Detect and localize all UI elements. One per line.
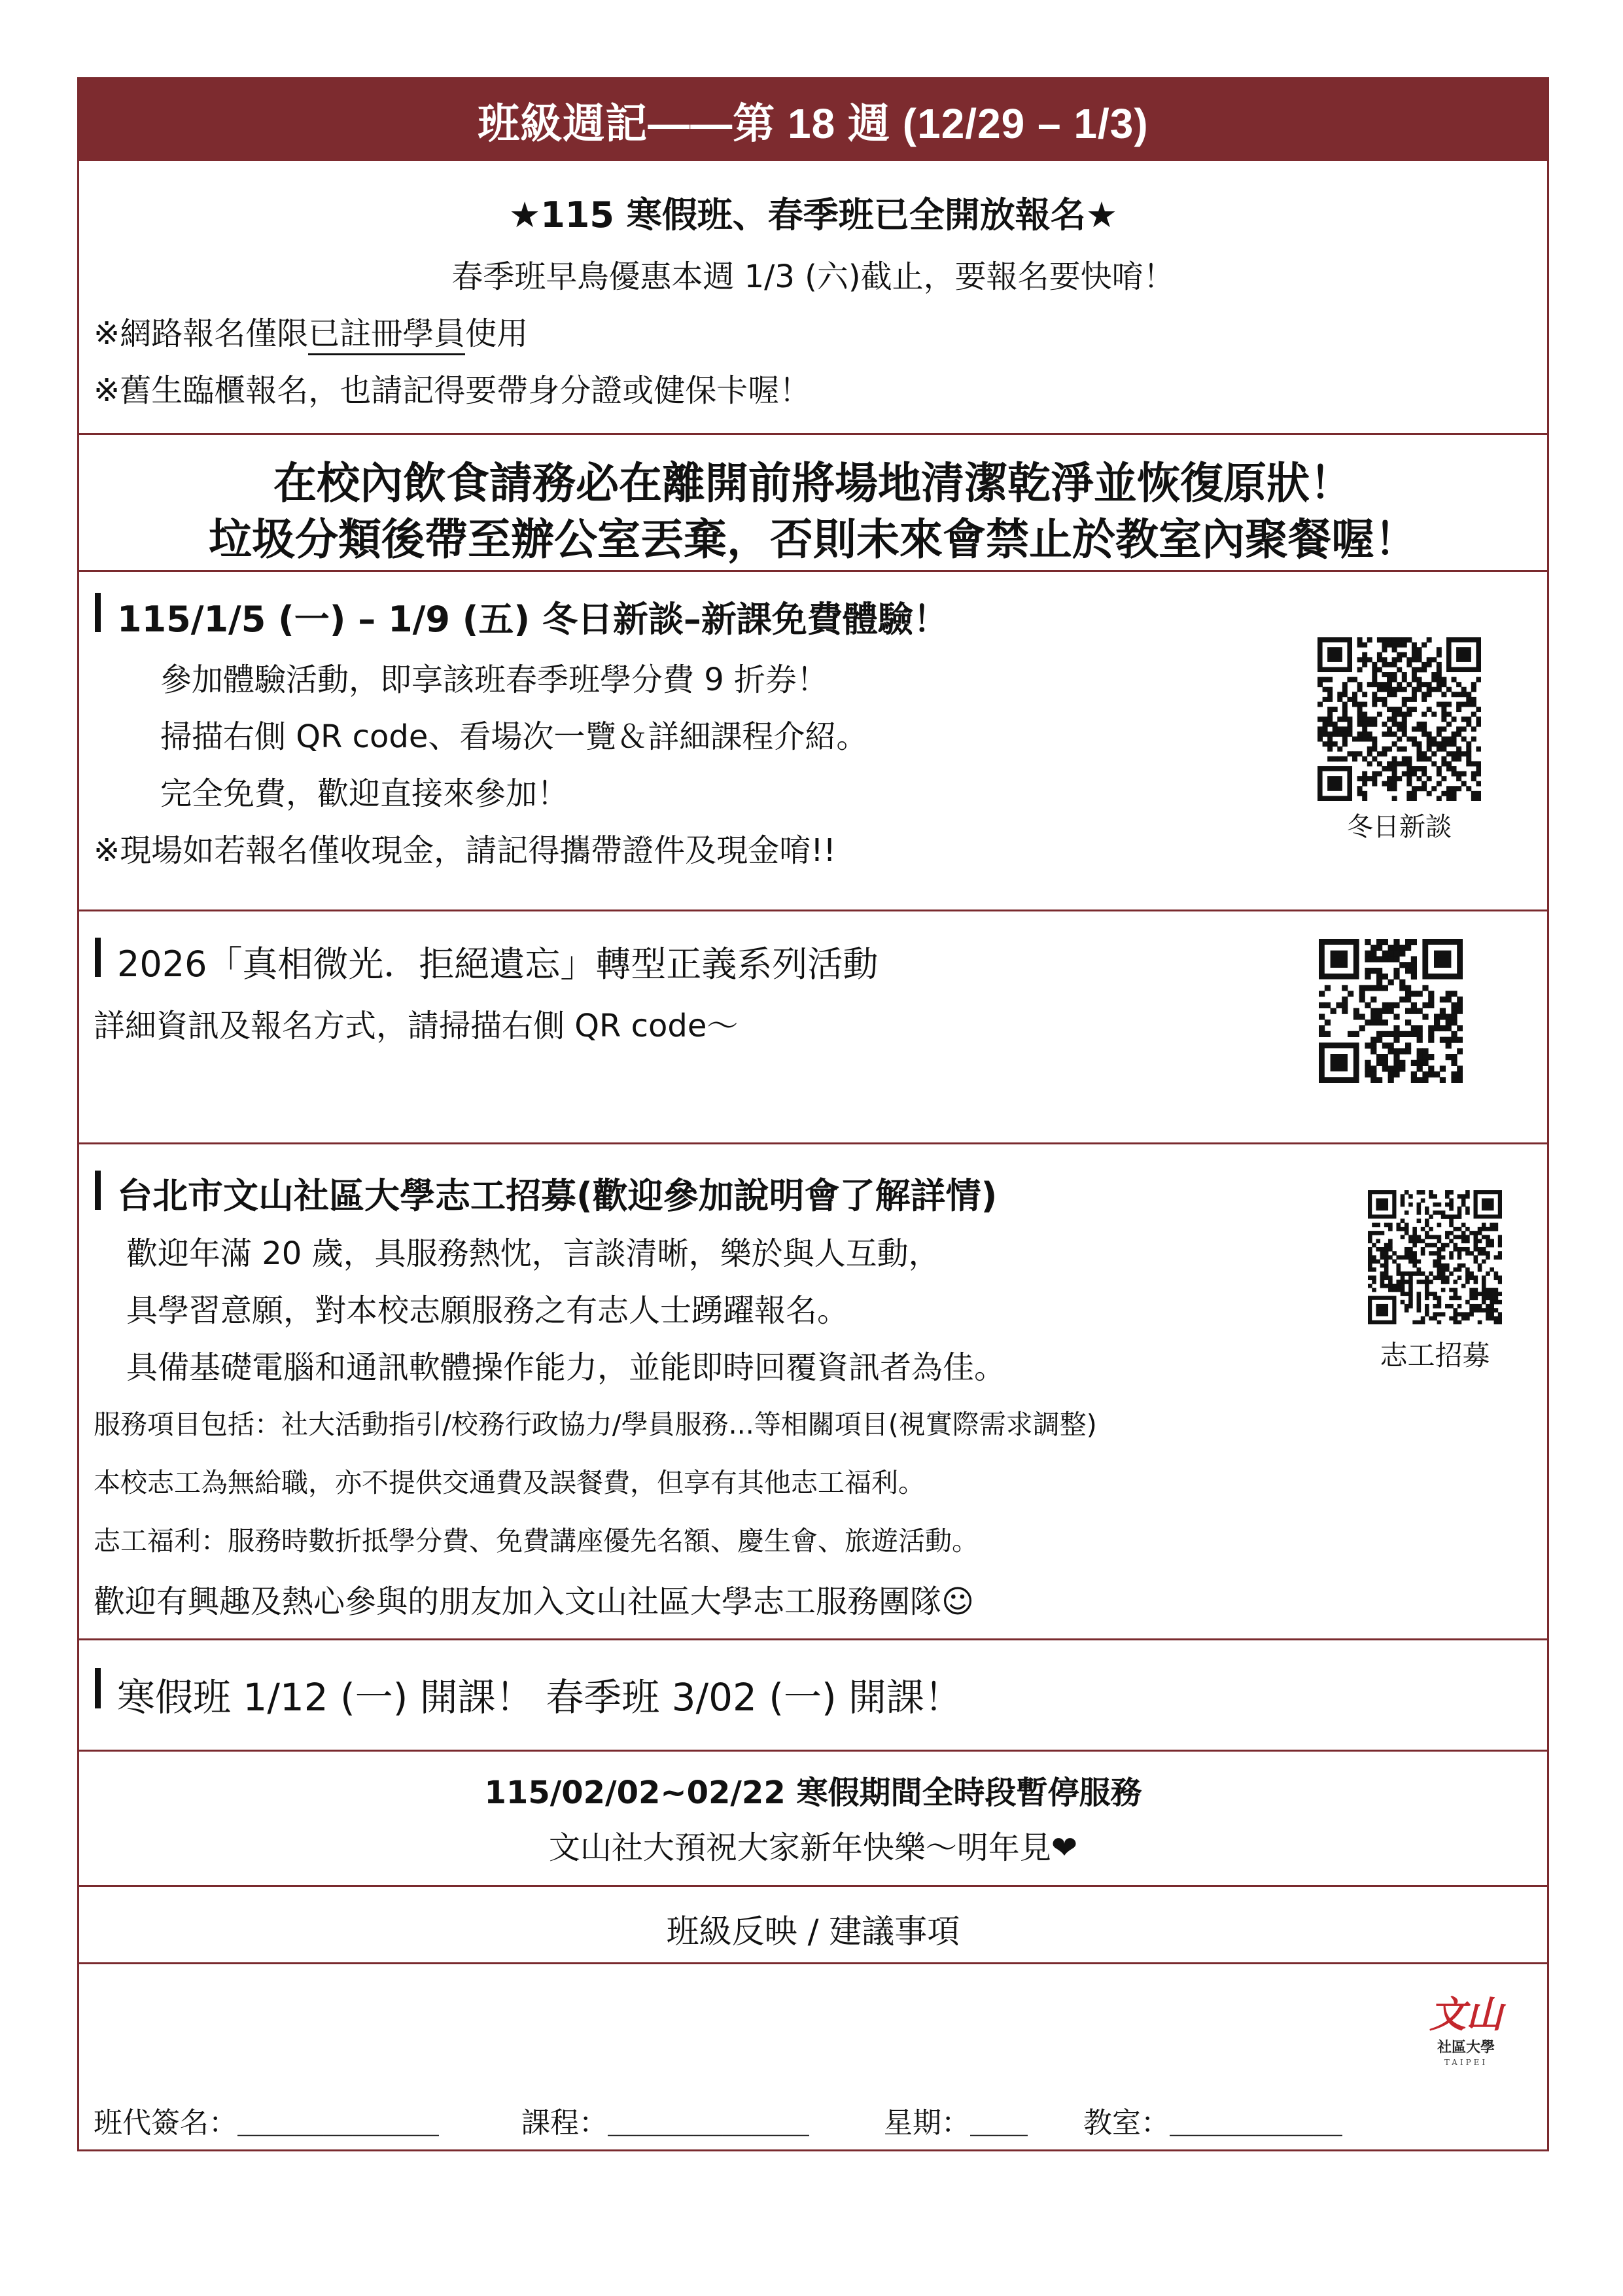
signup-line-3: ※舊生臨櫃報名，也請記得要帶身分證或健保卡喔！ bbox=[94, 372, 811, 409]
class-rep-signature[interactable] bbox=[94, 2099, 439, 2141]
classroom-blank: ＿＿＿＿＿＿ bbox=[1170, 2106, 1342, 2140]
justice-section bbox=[79, 910, 1547, 1142]
justice-qr-code[interactable] bbox=[1319, 939, 1463, 1083]
weekly-sheet bbox=[77, 77, 1549, 2151]
trial-qr-label: 冬日新談 bbox=[1347, 812, 1452, 842]
signup-line-2-prefix: ※網路報名僅限 bbox=[94, 315, 309, 352]
course-field[interactable] bbox=[521, 2099, 809, 2141]
logo-name: 社區大學 bbox=[1437, 2039, 1495, 2056]
signature-blank: ＿＿＿＿＿＿＿ bbox=[237, 2106, 439, 2140]
day-blank: ＿＿ bbox=[970, 2106, 1028, 2140]
justice-title: 2026「真相微光．拒絕遺忘」轉型正義系列活動 bbox=[117, 944, 879, 985]
volunteer-section bbox=[79, 1142, 1547, 1638]
volunteer-qr-label: 志工招募 bbox=[1380, 1339, 1490, 1371]
dining-notice-line-2: 垃圾分類後帶至辦公室丟棄，否則未來會禁止於教室內聚餐喔！ bbox=[209, 514, 1418, 565]
day-label: 星期： bbox=[884, 2106, 970, 2140]
class-start-title: 寒假班 1/12 (一) 開課！ 春季班 3/02 (一) 開課！ bbox=[117, 1675, 963, 1720]
trial-qr-code[interactable] bbox=[1318, 637, 1481, 801]
trial-line-2: 掃描右側 QR code、看場次一覽＆詳細課程介紹。 bbox=[160, 718, 868, 755]
signup-line-2 bbox=[94, 308, 528, 353]
footer-section bbox=[79, 1962, 1547, 2149]
course-blank: ＿＿＿＿＿＿＿ bbox=[608, 2106, 809, 2140]
volunteer-line-6: 志工福利：服務時數折抵學分費、免費講座優先名額、慶生會、旅遊活動。 bbox=[94, 1525, 979, 1557]
classroom-label: 教室： bbox=[1083, 2106, 1170, 2140]
dining-notice-line-1: 在校內飲食請務必在離開前將場地清潔乾淨並恢復原狀！ bbox=[273, 458, 1353, 508]
signup-line-1: 春季班早鳥優惠本週 1/3 (六)截止，要報名要快唷！ bbox=[451, 258, 1175, 295]
section-marker bbox=[95, 593, 101, 632]
classroom-field[interactable] bbox=[1083, 2099, 1342, 2141]
header-title: 班級週記——第 18 週 (12/29 – 1/3) bbox=[79, 79, 1547, 161]
volunteer-line-3: 具備基礎電腦和通訊軟體操作能力，並能即時回覆資訊者為佳。 bbox=[126, 1349, 1006, 1386]
section-marker bbox=[95, 938, 101, 977]
section-marker bbox=[95, 1171, 101, 1210]
volunteer-line-4: 服務項目包括：社大活動指引/校務行政協力/學員服務...等相關項目(視實際需求調整) bbox=[94, 1409, 1097, 1440]
volunteer-line-5: 本校志工為無給職，亦不提供交通費及誤餐費，但享有其他志工福利。 bbox=[94, 1467, 925, 1498]
volunteer-title: 台北市文山社區大學志工招募(歡迎參加說明會了解詳情) bbox=[117, 1175, 998, 1216]
holiday-section bbox=[79, 1750, 1547, 1885]
trial-section bbox=[79, 570, 1547, 910]
volunteer-qr-code[interactable] bbox=[1368, 1190, 1502, 1324]
volunteer-line-2: 具學習意願，對本校志願服務之有志人士踴躍報名。 bbox=[126, 1292, 849, 1329]
qr-code-icon bbox=[1368, 1190, 1502, 1324]
volunteer-line-1: 歡迎年滿 20 歲，具服務熱忱，言談清晰，樂於與人互動， bbox=[126, 1235, 940, 1272]
school-logo bbox=[1417, 1992, 1515, 2090]
section-marker bbox=[95, 1668, 101, 1708]
signup-title: ★115 寒假班、春季班已全開放報名★ bbox=[508, 194, 1118, 236]
trial-title: 115/1/5 (一) – 1/9 (五) 冬日新談–新課免費體驗！ bbox=[117, 599, 949, 640]
holiday-line-2: 文山社大預祝大家新年快樂～明年見❤ bbox=[548, 1829, 1078, 1866]
dining-notice-section bbox=[79, 433, 1547, 570]
qr-code-icon bbox=[1319, 939, 1463, 1083]
justice-line-1: 詳細資訊及報名方式，請掃描右側 QR code～ bbox=[94, 1008, 739, 1044]
signature-label: 班代簽名： bbox=[94, 2106, 237, 2140]
logo-mark: 文山 bbox=[1429, 1993, 1503, 2036]
day-field[interactable] bbox=[884, 2099, 1028, 2141]
signup-section bbox=[79, 161, 1547, 433]
qr-code-icon bbox=[1318, 637, 1481, 801]
signup-line-2-suffix: 使用 bbox=[465, 315, 529, 352]
logo-sub: TAIPEI bbox=[1444, 2058, 1488, 2067]
registered-member-text: 已註冊學員 bbox=[308, 315, 465, 355]
feedback-section bbox=[79, 1885, 1547, 1962]
trial-line-1: 參加體驗活動，即享該班春季班學分費 9 折券！ bbox=[160, 662, 829, 698]
feedback-title: 班級反映 / 建議事項 bbox=[666, 1913, 960, 1951]
holiday-line-1: 115/02/02~02/22 寒假期間全時段暫停服務 bbox=[484, 1775, 1142, 1811]
class-start-section bbox=[79, 1638, 1547, 1750]
trial-line-4: ※現場如若報名僅收現金，請記得攜帶證件及現金唷!! bbox=[94, 832, 836, 869]
volunteer-line-7: 歡迎有興趣及熱心參與的朋友加入文山社區大學志工服務團隊☺ bbox=[94, 1583, 975, 1620]
trial-line-3: 完全免費，歡迎直接來參加！ bbox=[160, 775, 569, 812]
course-label: 課程： bbox=[521, 2106, 608, 2140]
